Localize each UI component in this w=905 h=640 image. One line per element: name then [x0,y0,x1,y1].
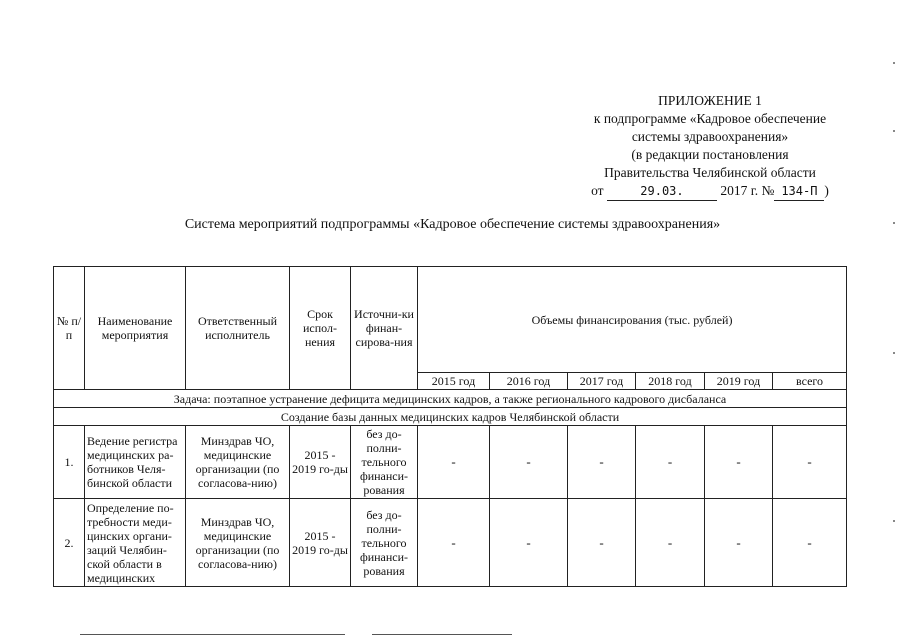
value-cell: - [418,426,490,499]
order-line [560,182,860,201]
appendix-block [560,92,860,201]
task-row [54,390,847,408]
header-row [54,267,847,373]
header-funding: Объемы финансирования (тыс. рублей) [418,267,847,373]
year-cell: 2015 год [418,373,490,390]
closing-paren: ) [824,183,829,198]
row-source: без до-полни-тельного финанси-рования [351,426,418,499]
value-cell: - [773,499,847,587]
scan-speck [893,62,895,64]
appendix-line-4: Правительства Челябинской области [604,165,816,180]
row-source: без до-полни-тельного финанси-рования [351,499,418,587]
row-name: Определение по-требности меди-цинских органи-заций Челябин-ской области в медицинских [87,500,174,585]
value-cell: - [490,426,568,499]
header-name: Наименование мероприятия [85,267,186,390]
year-cell: 2016 год [490,373,568,390]
scan-speck [893,520,895,522]
scan-speck [893,352,895,354]
header-num: № п/п [54,267,85,390]
value-cell: - [418,499,490,587]
year-total-cell: всего [773,373,847,390]
row-executor: Минздрав ЧО, медицинские организации (по согласова-нию) [186,426,290,499]
document-title: Система мероприятий подпрограммы «Кадровое обеспечение системы здравоохранения» [184,217,721,232]
scan-artifact-line [80,634,345,635]
value-cell: - [705,426,773,499]
appendix-line-2: системы здравоохранения» [631,129,789,144]
from-label: от [591,183,604,198]
measures-table [53,266,847,587]
header-executor: Ответственный исполнитель [186,267,290,390]
value-cell: - [773,426,847,499]
value-cell: - [490,499,568,587]
value-cell: - [568,426,636,499]
order-number: 134-П [774,182,824,201]
row-num: 1. [54,426,85,499]
scan-speck [893,222,895,224]
year-cell: 2017 год [568,373,636,390]
section-text: Создание базы данных медицинских кадров Челябинской области [54,408,847,426]
table-row [54,426,847,499]
row-name: Ведение регистра медицинских ра-ботников Челя-бинской области [85,426,186,499]
row-term: 2015 - 2019 го-ды [290,426,351,499]
year-cell: 2019 год [705,373,773,390]
order-date: 29.03. [607,182,717,201]
year-cell: 2018 год [636,373,705,390]
row-term: 2015 - 2019 го-ды [290,499,351,587]
value-cell: - [636,426,705,499]
table-row [54,499,847,587]
appendix-line-3: (в редакции постановления [631,147,789,162]
section-row [54,408,847,426]
appendix-title: ПРИЛОЖЕНИЕ 1 [658,93,762,108]
value-cell: - [705,499,773,587]
row-num: 2. [54,499,85,587]
header-term: Срок испол-нения [290,267,351,390]
appendix-line-1: к подпрограмме «Кадровое обеспечение [593,111,827,126]
value-cell: - [568,499,636,587]
scan-artifact-line [372,634,512,635]
header-sources: Источни-ки финан-сирова-ния [351,267,418,390]
value-cell: - [636,499,705,587]
year-label: 2017 г. № [720,183,775,198]
row-name-cell [85,499,186,587]
row-executor: Минздрав ЧО, медицинские организации (по согласова-нию) [186,499,290,587]
scan-speck [893,130,895,132]
task-text: Задача: поэтапное устранение дефицита медицинских кадров, а также регионального кадрового дисбаланса [54,390,847,408]
